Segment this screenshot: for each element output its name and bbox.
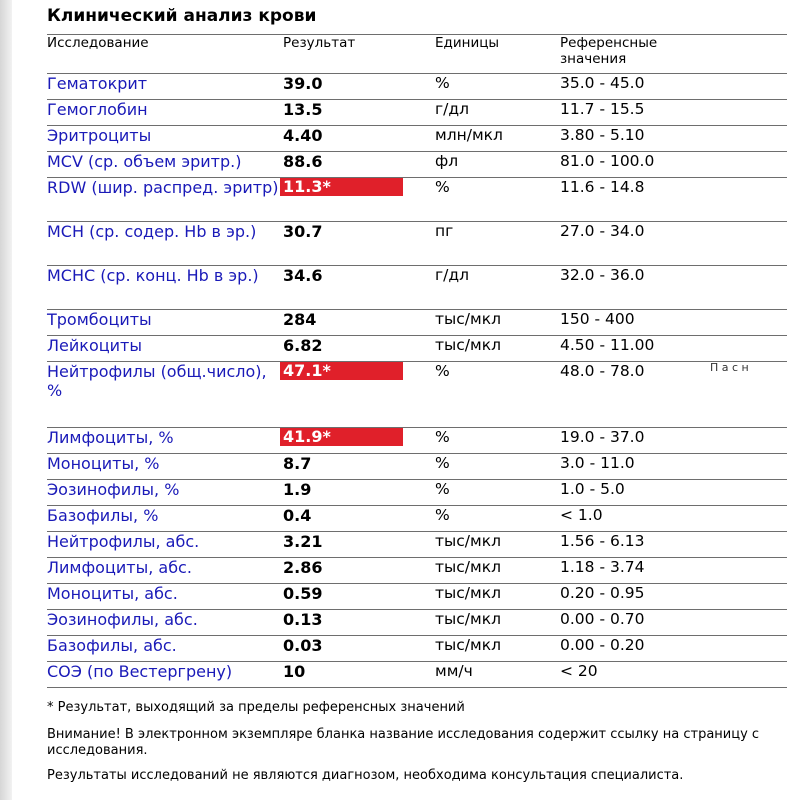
units: % [435, 480, 560, 506]
test-name-link[interactable]: Нейтрофилы (общ.число), % [47, 362, 283, 428]
units: % [435, 362, 560, 428]
test-name-link[interactable]: Гематокрит [47, 74, 283, 100]
units: % [435, 454, 560, 480]
header-result: Результат [283, 35, 435, 74]
units: мм/ч [435, 662, 560, 688]
reference-range: 11.7 - 15.5 [560, 100, 710, 126]
test-name-link[interactable]: СОЭ (по Вестергрену) [47, 662, 283, 688]
reference-range: 0.20 - 0.95 [560, 584, 710, 610]
test-name-link[interactable]: Гемоглобин [47, 100, 283, 126]
result-value: 10 [283, 662, 435, 688]
units: г/дл [435, 266, 560, 310]
reference-range: < 1.0 [560, 506, 710, 532]
reference-range: 0.00 - 0.70 [560, 610, 710, 636]
reference-range: 32.0 - 36.0 [560, 266, 710, 310]
result-value: 0.59 [283, 584, 435, 610]
table-row [47, 636, 787, 662]
table-row [47, 454, 787, 480]
table-row [47, 428, 787, 454]
table-row [47, 336, 787, 362]
result-value: 0.03 [283, 636, 435, 662]
units: г/дл [435, 100, 560, 126]
result-value: 0.13 [283, 610, 435, 636]
result-value: 3.21 [283, 532, 435, 558]
reference-range: 11.6 - 14.8 [560, 178, 710, 222]
result-value: 39.0 [283, 74, 435, 100]
units: пг [435, 222, 560, 266]
table-header [47, 35, 787, 74]
reference-range: 150 - 400 [560, 310, 710, 336]
result-value: 30.7 [283, 222, 435, 266]
table-row [47, 310, 787, 336]
table-row [47, 480, 787, 506]
units: фл [435, 152, 560, 178]
table-row [47, 362, 787, 428]
reference-range: 3.0 - 11.0 [560, 454, 710, 480]
table-row [47, 152, 787, 178]
table-row [47, 506, 787, 532]
test-name-link[interactable]: Эритроциты [47, 126, 283, 152]
reference-range: 27.0 - 34.0 [560, 222, 710, 266]
table-row [47, 266, 787, 310]
units: % [435, 74, 560, 100]
test-name-link[interactable]: Тромбоциты [47, 310, 283, 336]
header-units: Единицы [435, 35, 560, 74]
test-name-link[interactable]: Моноциты, % [47, 454, 283, 480]
reference-range: 81.0 - 100.0 [560, 152, 710, 178]
link-notice: Внимание! В электронном экземпляре бланка название исследования содержит ссылку на страницу с [47, 727, 760, 742]
result-value: 34.6 [283, 266, 435, 310]
table-row [47, 74, 787, 100]
truncated-comment: П а с н [710, 362, 787, 428]
test-name-link[interactable]: RDW (шир. распред. эритр) [47, 178, 283, 222]
results-table [47, 34, 787, 688]
result-value: 2.86 [283, 558, 435, 584]
test-name-link[interactable]: Лимфоциты, абс. [47, 558, 283, 584]
units: % [435, 178, 560, 222]
result-value: 4.40 [283, 126, 435, 152]
table-row [47, 584, 787, 610]
result-value-flagged: 47.1* [280, 362, 403, 380]
flag-legend-note: * Результат, выходящий за пределы референсных значений [47, 700, 465, 715]
test-name-link[interactable]: Лейкоциты [47, 336, 283, 362]
test-name-link[interactable]: MCV (ср. объем эритр.) [47, 152, 283, 178]
reference-range: 1.18 - 3.74 [560, 558, 710, 584]
reference-range: 4.50 - 11.00 [560, 336, 710, 362]
test-name-link[interactable]: MCHC (ср. конц. Hb в эр.) [47, 266, 283, 310]
units: тыс/мкл [435, 636, 560, 662]
table-row [47, 178, 787, 222]
reference-range: 0.00 - 0.20 [560, 636, 710, 662]
units: млн/мкл [435, 126, 560, 152]
table-row [47, 610, 787, 636]
reference-range: 19.0 - 37.0 [560, 428, 710, 454]
result-value-flagged: 11.3* [280, 178, 403, 196]
test-name-link[interactable]: Базофилы, абс. [47, 636, 283, 662]
units: тыс/мкл [435, 532, 560, 558]
units: тыс/мкл [435, 584, 560, 610]
result-value: 284 [283, 310, 435, 336]
test-name-link[interactable]: Эозинофилы, абс. [47, 610, 283, 636]
link-notice-continued: исследования. [47, 743, 148, 758]
reference-range: 3.80 - 5.10 [560, 126, 710, 152]
result-value: 6.82 [283, 336, 435, 362]
disclaimer-note: Результаты исследований не являются диагнозом, необходима консультация специалиста. [47, 768, 684, 783]
result-value: 13.5 [283, 100, 435, 126]
result-value: 0.4 [283, 506, 435, 532]
units: тыс/мкл [435, 558, 560, 584]
result-value: 1.9 [283, 480, 435, 506]
reference-range: 1.56 - 6.13 [560, 532, 710, 558]
units: тыс/мкл [435, 610, 560, 636]
units: % [435, 506, 560, 532]
header-reference: Референсные значения [560, 35, 710, 74]
test-name-link[interactable]: Моноциты, абс. [47, 584, 283, 610]
reference-range: 35.0 - 45.0 [560, 74, 710, 100]
units: тыс/мкл [435, 310, 560, 336]
reference-range: < 20 [560, 662, 710, 688]
reference-range: 48.0 - 78.0 [560, 362, 710, 428]
page-edge-shadow [0, 0, 12, 800]
report-page [12, 0, 760, 800]
table-row [47, 126, 787, 152]
result-value: 88.6 [283, 152, 435, 178]
table-row [47, 532, 787, 558]
units: % [435, 428, 560, 454]
table-row [47, 100, 787, 126]
test-name-link[interactable]: Базофилы, % [47, 506, 283, 532]
result-value-flagged: 41.9* [280, 428, 403, 446]
test-name-link[interactable]: Эозинофилы, % [47, 480, 283, 506]
header-name: Исследование [47, 35, 283, 74]
table-row [47, 662, 787, 688]
test-name-link[interactable]: MCH (ср. содер. Hb в эр.) [47, 222, 283, 266]
units: тыс/мкл [435, 336, 560, 362]
table-row [47, 558, 787, 584]
table-row [47, 222, 787, 266]
page-title: Клинический анализ крови [47, 6, 317, 26]
result-value: 8.7 [283, 454, 435, 480]
reference-range: 1.0 - 5.0 [560, 480, 710, 506]
test-name-link[interactable]: Нейтрофилы, абс. [47, 532, 283, 558]
test-name-link[interactable]: Лимфоциты, % [47, 428, 283, 454]
